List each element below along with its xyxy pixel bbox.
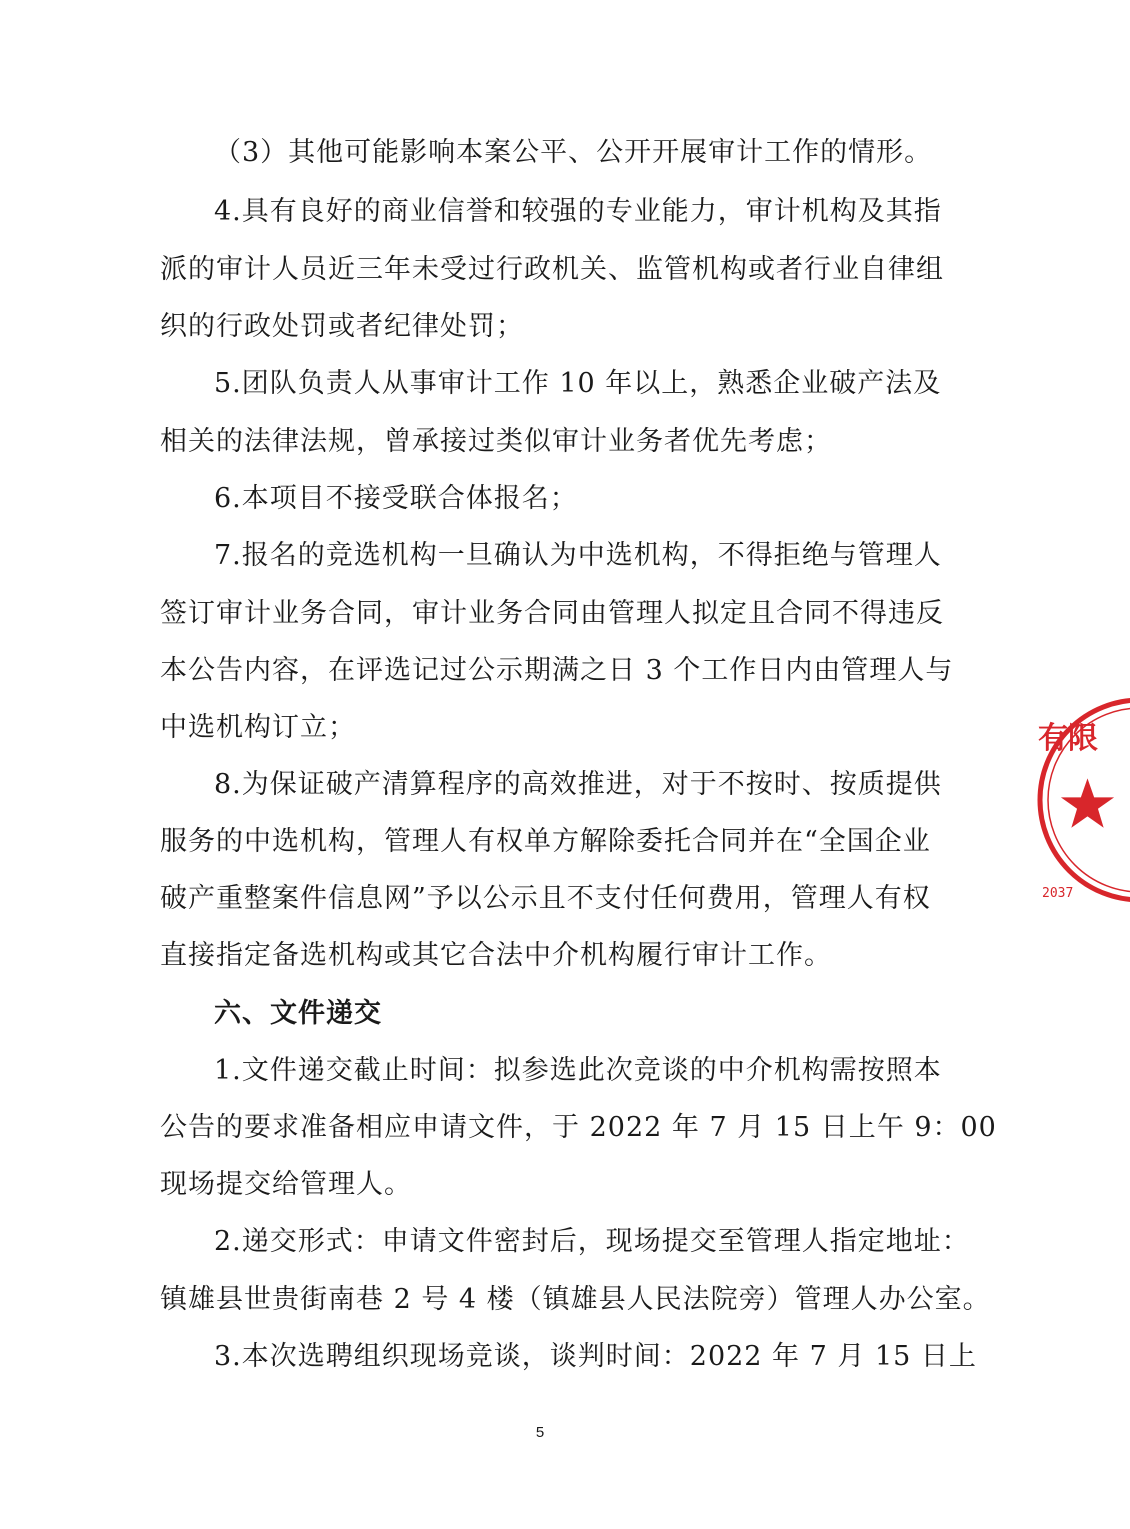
company-seal-stamp [1030, 690, 1130, 910]
text-line: 8.为保证破产清算程序的高效推进，对于不按时、按质提供 [214, 769, 942, 800]
text-line: 本公告内容，在评选记过公示期满之日 3 个工作日内由管理人与 [160, 655, 954, 686]
text-line: 1.文件递交截止时间：拟参选此次竞谈的中介机构需按照本 [214, 1055, 942, 1086]
page-number: 5 [535, 1424, 545, 1441]
text-line: 现场提交给管理人。 [160, 1169, 412, 1200]
text-line: 2.递交形式：申请文件密封后，现场提交至管理人指定地址： [214, 1226, 970, 1257]
text-line: 镇雄县世贵街南巷 2 号 4 楼（镇雄县人民法院旁）管理人办公室。 [160, 1284, 991, 1315]
text-line: 相关的法律法规，曾承接过类似审计业务者优先考虑； [160, 426, 832, 457]
section-heading: 六、文件递交 [214, 998, 382, 1029]
text-line: 5.团队负责人从事审计工作 10 年以上，熟悉企业破产法及 [214, 368, 942, 399]
seal-star-icon [1061, 778, 1114, 827]
text-line: 4.具有良好的商业信誉和较强的专业能力，审计机构及其指 [214, 196, 942, 227]
seal-bottom-text: 2037 [1042, 886, 1074, 901]
text-line: 公告的要求准备相应申请文件，于 2022 年 7 月 15 日上午 9：00 [160, 1112, 997, 1143]
text-line: （3）其他可能影响本案公平、公开开展审计工作的情形。 [214, 137, 933, 168]
text-line: 派的审计人员近三年未受过行政机关、监管机构或者行业自律组 [160, 254, 944, 285]
text-line: 服务的中选机构，管理人有权单方解除委托合同并在“全国企业 [160, 826, 931, 857]
seal-top-text: 有限 [1038, 721, 1098, 756]
text-line: 织的行政处罚或者纪律处罚； [160, 311, 524, 342]
text-line: 3.本次选聘组织现场竞谈，谈判时间：2022 年 7 月 15 日上 [214, 1341, 977, 1372]
text-line: 签订审计业务合同，审计业务合同由管理人拟定且合同不得违反 [160, 598, 944, 629]
text-line: 破产重整案件信息网”予以公示且不支付任何费用，管理人有权 [160, 883, 931, 914]
text-line: 直接指定备选机构或其它合法中介机构履行审计工作。 [160, 940, 832, 971]
text-line: 6.本项目不接受联合体报名； [214, 483, 578, 514]
text-line: 7.报名的竞选机构一旦确认为中选机构，不得拒绝与管理人 [214, 540, 942, 571]
text-line: 中选机构订立； [160, 712, 356, 743]
